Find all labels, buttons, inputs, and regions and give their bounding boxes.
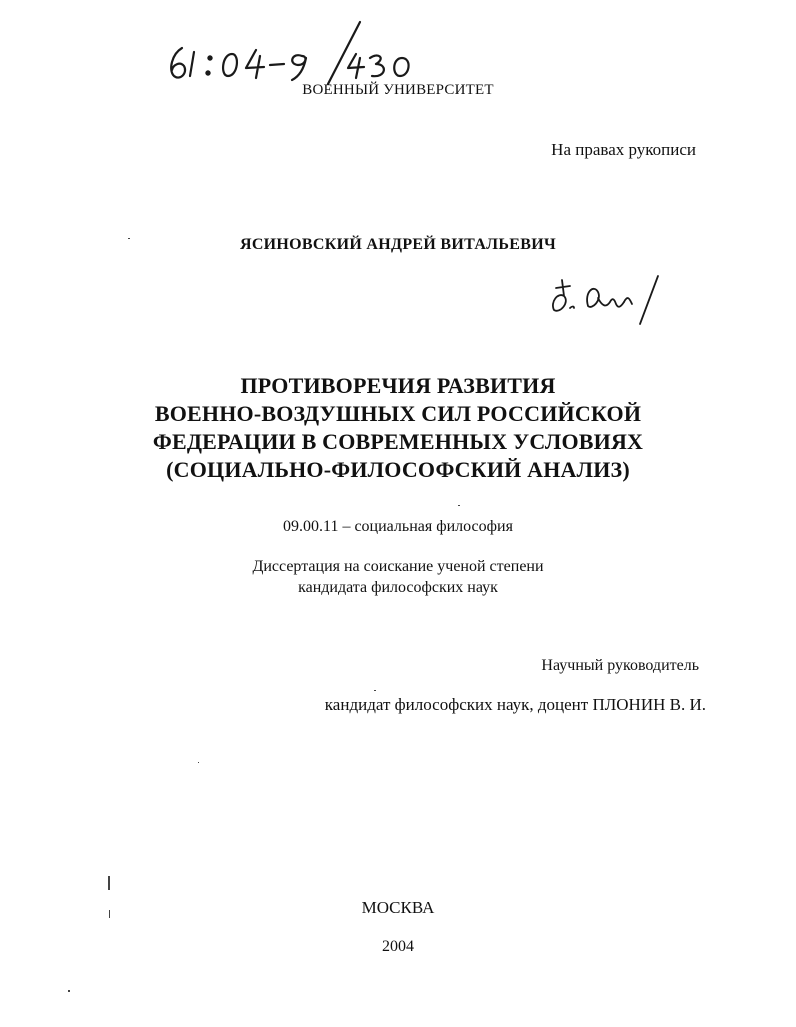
scan-artifact — [108, 876, 110, 890]
dissertation-title — [0, 372, 796, 484]
title-line-1: ПРОТИВОРЕЧИЯ РАЗВИТИЯ — [240, 373, 556, 398]
degree-line-1: Диссертация на соискание ученой степени — [252, 558, 544, 575]
title-line-3: ФЕДЕРАЦИИ В СОВРЕМЕННЫХ УСЛОВИЯХ — [152, 429, 644, 454]
degree-statement — [0, 556, 796, 598]
city: МОСКВА — [361, 898, 435, 917]
scan-artifact — [68, 990, 70, 992]
scan-artifact — [128, 238, 130, 239]
scan-artifact — [458, 505, 460, 506]
author-signature — [540, 262, 670, 337]
signature-drawing — [540, 262, 670, 337]
supervisor-label: Научный руководитель — [541, 657, 699, 674]
handwritten-archive-code — [160, 18, 430, 88]
specialty-code: 09.00.11 – социальная философия — [283, 518, 513, 535]
scan-artifact — [109, 910, 110, 918]
handwritten-code-drawing — [160, 18, 430, 88]
degree-line-2: кандидата философских наук — [298, 579, 498, 596]
author-name: ЯСИНОВСКИЙ АНДРЕЙ ВИТАЛЬЕВИЧ — [239, 236, 557, 253]
title-line-2: ВОЕННО-ВОЗДУШНЫХ СИЛ РОССИЙСКОЙ — [154, 401, 642, 426]
year: 2004 — [382, 938, 414, 955]
university-name: ВОЕННЫЙ УНИВЕРСИТЕТ — [302, 82, 494, 98]
manuscript-rights-note: На правах рукописи — [551, 140, 696, 159]
scan-artifact — [374, 690, 376, 691]
title-line-4: (СОЦИАЛЬНО-ФИЛОСОФСКИЙ АНАЛИЗ) — [166, 457, 630, 482]
scan-artifact — [198, 762, 199, 763]
supervisor-name: кандидат философских наук, доцент ПЛОНИН В. И. — [324, 695, 706, 714]
